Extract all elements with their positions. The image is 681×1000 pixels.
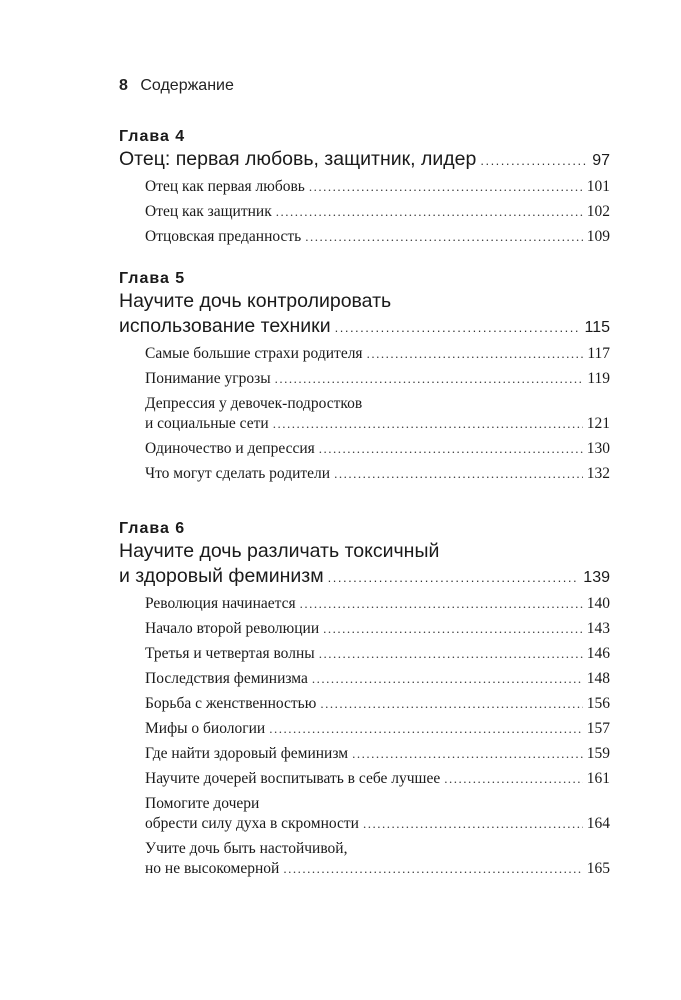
chapter-5 <box>119 269 610 489</box>
toc-entry-row <box>145 814 610 834</box>
chapter-title-line: и здоровый феминизм <box>119 565 324 587</box>
toc-entry-text: обрести силу духа в скромности <box>145 815 359 832</box>
chapter-page-number: 139 <box>583 569 610 586</box>
toc-entry-page: 102 <box>586 203 610 220</box>
toc-entry-list <box>145 594 610 879</box>
toc-entry[interactable] <box>145 439 610 459</box>
chapter-6 <box>119 519 610 884</box>
leader-dots <box>363 814 583 834</box>
chapter-title-line: использование техники <box>119 315 331 337</box>
leader-dots <box>275 369 584 389</box>
toc-entry-text: Последствия феминизма <box>145 670 308 687</box>
toc-entry-row <box>145 769 610 789</box>
toc-entry-row <box>145 644 610 664</box>
leader-dots <box>319 644 583 664</box>
toc-entry-page: 121 <box>586 415 610 432</box>
toc-entry-text: Отец как защитник <box>145 203 272 220</box>
toc-entry[interactable] <box>145 694 610 714</box>
chapter-label: Глава 6 <box>119 520 186 537</box>
toc-entry[interactable] <box>145 594 610 614</box>
toc-entry-list <box>145 344 610 484</box>
leader-dots <box>335 315 581 340</box>
toc-entry-page: 130 <box>586 440 610 457</box>
toc-entry-row <box>145 464 610 484</box>
toc-entry-text: Борьба с женственностью <box>145 695 317 712</box>
chapter-title-link[interactable] <box>119 539 610 590</box>
toc-entry-page: 159 <box>586 745 610 762</box>
toc-entry-text: Где найти здоровый феминизм <box>145 745 349 762</box>
toc-entry-row <box>145 227 610 247</box>
toc-entry-text: Одиночество и депрессия <box>145 440 315 457</box>
toc-entry-text: Депрессия у девочек-подростков <box>145 395 363 412</box>
toc-entry-list <box>145 177 610 247</box>
leader-dots <box>273 414 583 434</box>
toc-entry-text: Самые большие страхи родителя <box>145 345 363 362</box>
leader-dots <box>300 594 583 614</box>
toc-entry[interactable] <box>145 369 610 389</box>
leader-dots <box>309 177 583 197</box>
toc-entry-text: но не высокомерной <box>145 860 280 877</box>
toc-entry[interactable] <box>145 669 610 689</box>
toc-entry-page: 140 <box>586 595 610 612</box>
leader-dots <box>276 202 583 222</box>
toc-entry-page: 146 <box>586 645 610 662</box>
toc-entry-row <box>145 744 610 764</box>
chapter-title-line: Научите дочь контролировать <box>119 290 392 312</box>
toc-entry-text: Мифы о биологии <box>145 720 266 737</box>
toc-entry-row <box>145 719 610 739</box>
toc-entry-text: Научите дочерей воспитывать в себе лучшее <box>145 770 441 787</box>
chapter-label: Глава 5 <box>119 270 186 287</box>
toc-entry-page: 109 <box>586 228 610 245</box>
toc-entry[interactable] <box>145 839 610 879</box>
toc-entry[interactable] <box>145 794 610 834</box>
toc-entry-page: 148 <box>586 670 610 687</box>
toc-entry[interactable] <box>145 344 610 364</box>
toc-entry-text: Что могут сделать родители <box>145 465 331 482</box>
leader-dots <box>283 859 582 879</box>
leader-dots <box>319 439 583 459</box>
toc-entry-row <box>145 619 610 639</box>
toc-entry-text: Отец как первая любовь <box>145 178 305 195</box>
chapter-page-number: 97 <box>592 152 610 169</box>
page-number: 8 <box>119 77 128 94</box>
toc-entry-text: Третья и четвертая волны <box>145 645 315 662</box>
toc-entry-row <box>145 859 610 879</box>
toc-entry-page: 119 <box>587 370 610 387</box>
toc-entry-page: 143 <box>586 620 610 637</box>
toc-entry[interactable] <box>145 227 610 247</box>
chapter-title-line: Научите дочь различать токсичный <box>119 540 440 562</box>
chapter-title-row <box>119 147 610 173</box>
leader-dots <box>323 619 583 639</box>
toc-entry-page: 101 <box>586 178 610 195</box>
toc-entry-text: Отцовская преданность <box>145 228 302 245</box>
toc-entry-page: 117 <box>587 345 610 362</box>
toc-entry-text: Помогите дочери <box>145 795 260 812</box>
chapter-title-row <box>119 564 610 590</box>
chapter-title-link[interactable] <box>119 289 610 340</box>
chapter-label: Глава 4 <box>119 128 186 145</box>
toc-entry-row <box>145 414 610 434</box>
chapter-title-line: Отец: первая любовь, защитник, лидер <box>119 148 477 170</box>
toc-entry-row <box>145 669 610 689</box>
running-head <box>119 77 234 95</box>
toc-entry-page: 157 <box>586 720 610 737</box>
leader-dots <box>312 669 583 689</box>
toc-entry-text: и социальные сети <box>145 415 269 432</box>
leader-dots <box>328 565 580 590</box>
leader-dots <box>269 719 583 739</box>
leader-dots <box>352 744 583 764</box>
toc-entry[interactable] <box>145 644 610 664</box>
toc-entry-text: Начало второй революции <box>145 620 320 637</box>
toc-entry-row <box>145 344 610 364</box>
toc-entry-row <box>145 369 610 389</box>
toc-entry-page: 156 <box>586 695 610 712</box>
page-title: Содержание <box>140 77 234 94</box>
toc-entry-page: 165 <box>586 860 610 877</box>
leader-dots <box>367 344 584 364</box>
toc-entry[interactable] <box>145 394 610 434</box>
toc-entry-row <box>145 202 610 222</box>
chapter-page-number: 115 <box>584 319 610 336</box>
toc-entry-page: 132 <box>586 465 610 482</box>
toc-entry[interactable] <box>145 744 610 764</box>
leader-dots <box>444 769 583 789</box>
toc-entry-page: 161 <box>586 770 610 787</box>
chapter-title-row <box>119 314 610 340</box>
toc-entry-text: Учите дочь быть настойчивой, <box>145 840 348 857</box>
leader-dots <box>480 148 588 173</box>
toc-entry[interactable] <box>145 202 610 222</box>
toc-entry[interactable] <box>145 719 610 739</box>
toc-entry-row <box>145 594 610 614</box>
toc-entry[interactable] <box>145 769 610 789</box>
toc-entry-page: 164 <box>586 815 610 832</box>
toc-entry-row <box>145 439 610 459</box>
toc-entry[interactable] <box>145 619 610 639</box>
toc-entry-row <box>145 694 610 714</box>
chapter-4 <box>119 127 610 252</box>
toc-entry[interactable] <box>145 177 610 197</box>
leader-dots <box>305 227 583 247</box>
toc-entry-text: Понимание угрозы <box>145 370 271 387</box>
toc-entry-text: Революция начинается <box>145 595 296 612</box>
leader-dots <box>320 694 582 714</box>
leader-dots <box>334 464 583 484</box>
toc-entry-row <box>145 177 610 197</box>
chapter-title-link[interactable] <box>119 147 610 173</box>
toc-entry[interactable] <box>145 464 610 484</box>
